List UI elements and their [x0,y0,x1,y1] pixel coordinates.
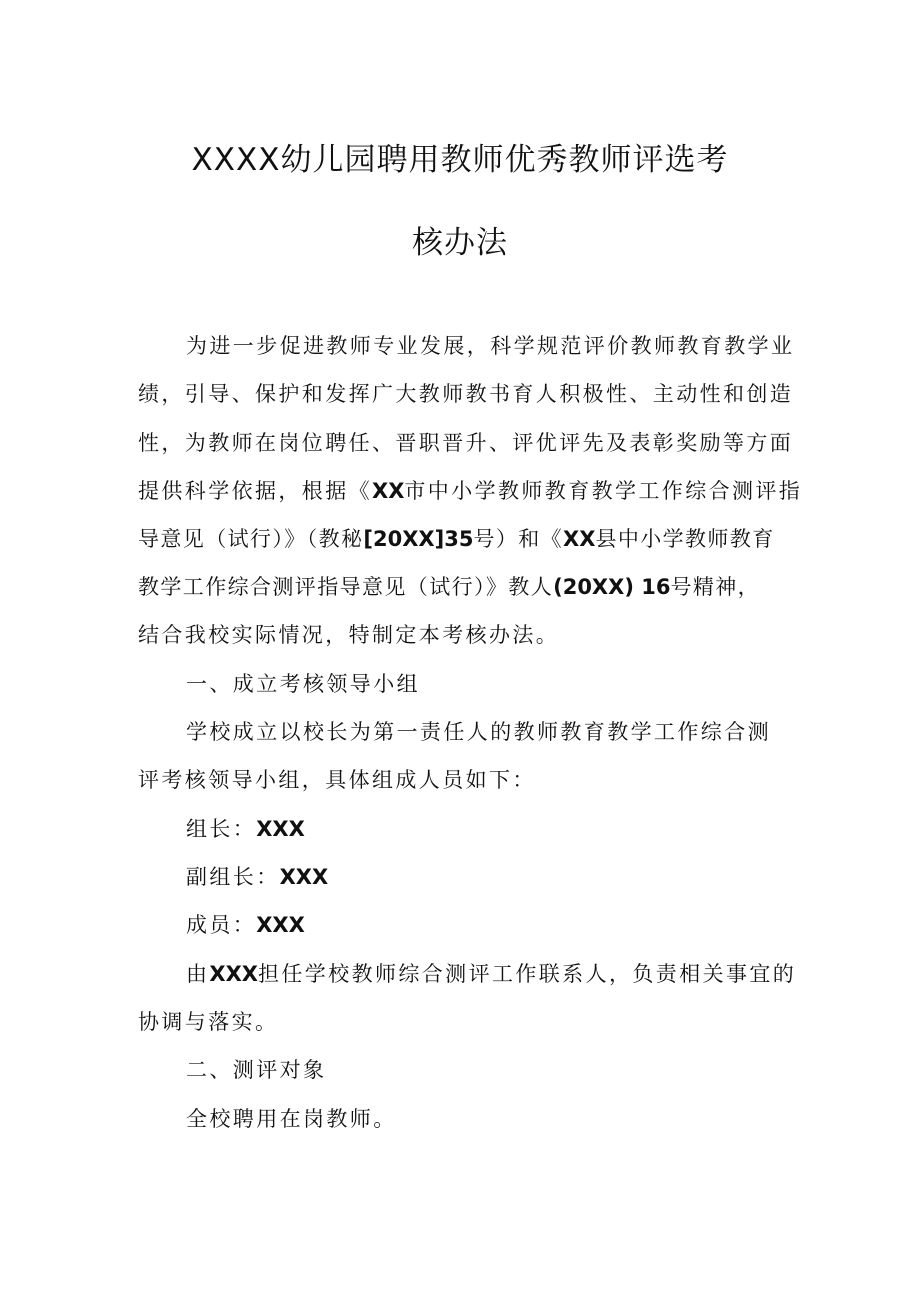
contact-text-a: 由 [186,962,210,986]
leader-row [186,814,836,844]
intro-line-4-text-c: 市中小学教师教育教学工作综合测评指 [404,479,803,503]
section-1-para-2-line-2: 协调与落实。 [138,1010,279,1034]
document-title-line-1: XXXX幼儿园聘用教师优秀教师评选考 [191,142,729,178]
leader-value: XXX [256,817,305,841]
intro-line-5-doc-number: [20XX]35 [363,527,474,551]
deputy-leader-label: 副组长： [186,865,280,889]
member-row [186,910,836,940]
intro-line-6-text-c: 号精神， [670,575,761,599]
section-2-heading: 二、测评对象 [186,1058,327,1082]
section-1-para-2-line-1 [186,959,836,989]
intro-line-5-county: XX [563,527,596,551]
section-2-body: 全校聘用在岗教师。 [186,1107,397,1131]
intro-line-1: 为进一步促进教师专业发展，科学规范评价教师教育教学业 [186,334,795,358]
leader-label: 组长： [186,817,257,841]
intro-line-5-text-c: 号）和《 [473,527,564,551]
intro-line-4-city: XX [372,479,405,503]
intro-line-2: 绩，引导、保护和发挥广大教师教书育人积极性、主动性和创造 [138,382,794,406]
intro-line-5-text-a: 导意见（试行）》（教秘 [138,527,364,551]
section-1-heading: 一、成立考核领导小组 [186,672,420,696]
intro-line-3: 性，为教师在岗位聘任、晋职晋升、评优评先及表彰奖励等方面 [138,431,794,455]
intro-line-4-text-a: 提供科学依据，根据《 [138,479,372,503]
intro-line-6-doc-number: (20XX) 16 [553,575,671,599]
deputy-leader-row [186,862,836,892]
deputy-leader-value: XXX [279,865,329,889]
intro-line-5 [138,524,788,554]
section-1-para-1-line-1: 学校成立以校长为第一责任人的教师教育教学工作综合测 [186,720,771,744]
intro-line-7: 结合我校实际情况，特制定本考核办法。 [138,623,560,647]
intro-line-4 [138,476,803,506]
member-value: XXX [256,913,305,937]
intro-line-6-text-a: 教学工作综合测评指导意见（试行）》教人 [138,575,554,599]
intro-line-5-text-e: 县中小学教师教育 [595,527,775,551]
document-title-line-2: 核办法 [412,225,508,261]
intro-line-6 [138,572,788,602]
section-1-para-1-line-2: 评考核领导小组，具体组成人员如下： [138,768,536,792]
member-label: 成员： [186,913,257,937]
contact-person: XXX [209,962,258,986]
contact-text-c: 担任学校教师综合测评工作联系人，负责相关事宜的 [257,962,797,986]
